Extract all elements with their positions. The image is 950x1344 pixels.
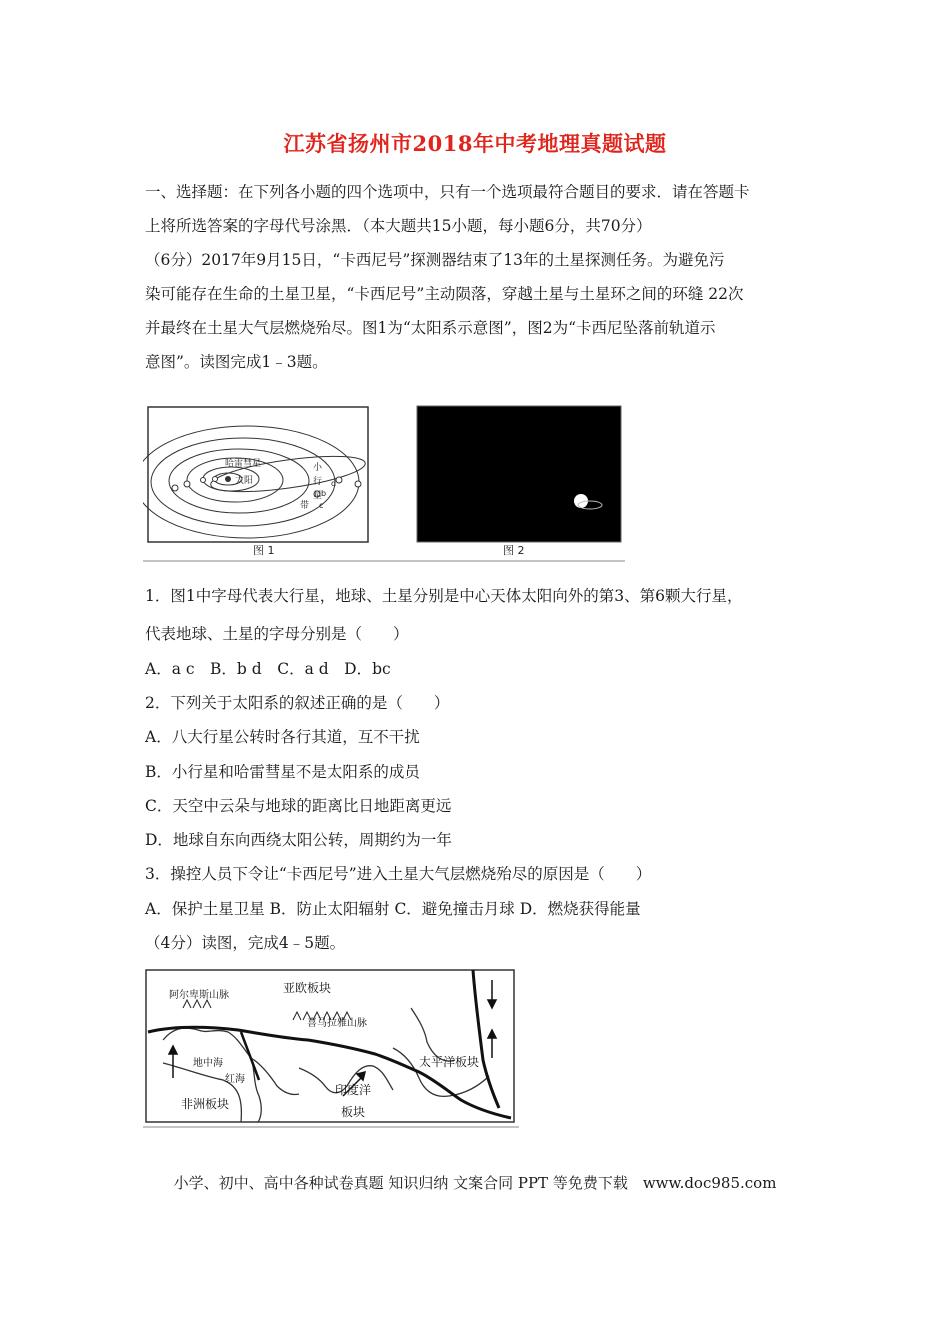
passage1-line-1: （6分）2017年9月15日，“卡西尼号”探测器结束了13年的土星探测任务。为避免污 [145,251,725,269]
fig2-caption: 图 2 [503,544,525,557]
label-pacific: 太平洋板块 [419,1055,480,1069]
label-eurasia: 亚欧板块 [283,981,332,995]
q2-option-d: D．地球自东向西绕太阳公转，周期约为一年 [145,831,452,849]
fig1-caption: 图 1 [253,544,275,557]
passage2-line-1: （4分）读图，完成4﹣5题。 [145,934,346,952]
q2-option-b: B．小行星和哈雷彗星不是太阳系的成员 [145,763,420,781]
q2-option-c: C．天空中云朵与地球的距离比日地距离更远 [145,797,452,815]
label-asteroid-3: 星 [313,491,323,501]
label-alps: 阿尔卑斯山脉 [169,990,229,1001]
figure-solar-system-group [143,404,625,564]
q1-line-1: 1．图1中字母代表大行星，地球、土星分别是中心天体太阳向外的第3、第6颗大行星， [145,587,743,605]
q1-line-2: 代表地球、土星的字母分别是（ ） [145,625,409,643]
q2-option-a: A．八大行星公转时各行其道，互不干扰 [145,728,420,746]
section-intro-line-2: 上将所选答案的字母代号涂黑．（本大题共15小题，每小题6分，共70分） [145,217,652,235]
figure-plate-map [143,968,519,1130]
label-letter-d: d [331,479,337,488]
label-comet: 哈雷彗星 [225,459,262,469]
label-letter-b: b [321,489,327,498]
q3-stem: 3．操控人员下令让“卡西尼号”进入土星大气层燃烧殆尽的原因是（ ） [145,865,652,883]
label-indian-1: 印度洋 [335,1083,372,1097]
solar-system-figures [143,404,625,564]
page-footer: 小学、初中、高中各种试卷真题 知识归纳 文案合同 PPT 等免费下载 www.doc985.com [173,1174,777,1192]
label-africa: 非洲板块 [181,1097,230,1111]
passage1-line-3: 并最终在土星大气层燃烧殆尽。图1为“太阳系示意图”，图2为“卡西尼坠落前轨道示 [145,319,716,337]
q2-stem: 2．下列关于太阳系的叙述正确的是（ ） [145,694,450,712]
label-himalaya: 喜马拉雅山脉 [307,1018,367,1029]
label-letter-c: c [319,501,324,510]
q1-options: A．a c B．b d C．a d D．bc [145,660,391,678]
passage1-line-2: 染可能存在生命的土星卫星，“卡西尼号”主动陨落，穿越土星与土星环之间的环缝 22次 [145,285,744,303]
label-asteroid-4: 带 [300,501,310,511]
label-red-sea: 红海 [225,1074,245,1085]
passage1-line-4: 意图”。读图完成1﹣3题。 [145,353,328,371]
label-indian-2: 板块 [341,1105,366,1119]
q3-options: A．保护土星卫星 B．防止太阳辐射 C．避免撞击月球 D．燃烧获得能量 [145,900,641,918]
label-sun: 太阳 [235,476,254,486]
label-mediterranean: 地中海 [193,1058,223,1069]
plate-map-svg [143,968,519,1130]
label-asteroid-2: 行 [313,477,323,487]
page-title: 江苏省扬州市2018年中考地理真题试题 [283,131,667,156]
label-asteroid-1: 小 [313,463,323,473]
section-intro-line-1: 一、选择题：在下列各小题的四个选项中，只有一个选项最符合题目的要求．请在答题卡 [145,183,750,201]
